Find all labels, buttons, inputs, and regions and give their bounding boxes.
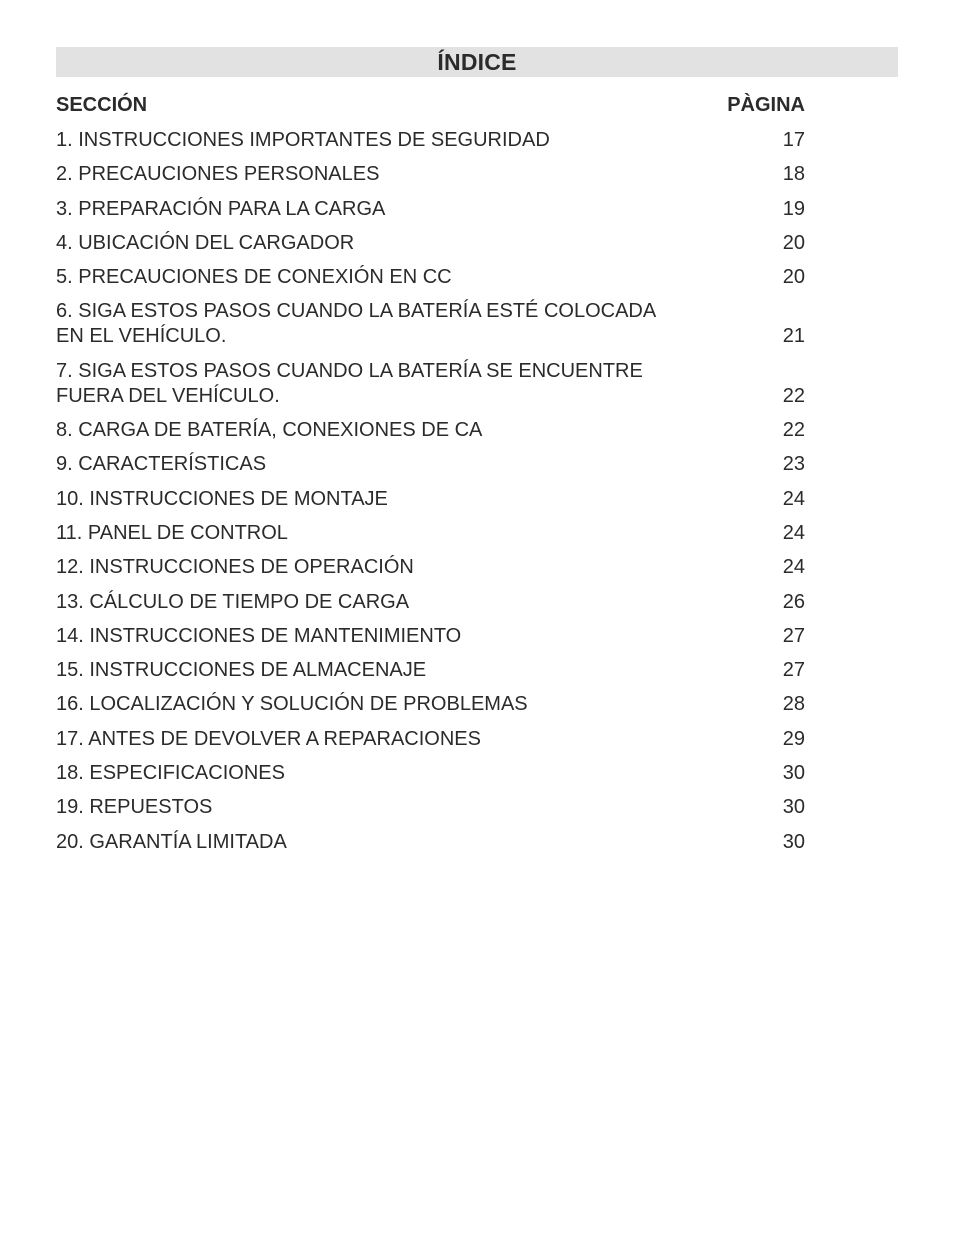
- toc-entry: [56, 359, 805, 409]
- toc-entry-label: 14. INSTRUCCIONES DE MANTENIMIENTO: [56, 624, 462, 647]
- toc-entry-label: 1. INSTRUCCIONES IMPORTANTES DE SEGURIDAD: [56, 129, 550, 151]
- toc-entry-label: 5. PRECAUCIONES DE CONEXIÓN EN CC: [56, 266, 452, 289]
- toc-entry: [56, 692, 805, 717]
- toc-entry-page-number: 27: [782, 624, 805, 647]
- toc-entry-label: 9. CARACTERÍSTICAS: [56, 453, 267, 476]
- toc-entry-label: 20. GARANTÍA LIMITADA: [56, 830, 287, 853]
- table-of-contents: [56, 128, 805, 864]
- toc-entry-label: 6. SIGA ESTOS PASOS CUANDO LA BATERÍA ESTÉ COLOCADA EN EL VEHÍCULO.: [56, 300, 657, 348]
- toc-entry-page-number: 30: [782, 830, 805, 853]
- toc-entry-label: 7. SIGA ESTOS PASOS CUANDO LA BATERÍA SE ENCUENTRE FUERA DEL VEHÍCULO.: [56, 359, 643, 407]
- toc-entry: [56, 162, 805, 187]
- toc-entry-page-number: 20: [782, 266, 805, 289]
- page-column-header: PÀGINA: [727, 94, 805, 116]
- toc-entry-label: 17. ANTES DE DEVOLVER A REPARACIONES: [56, 727, 481, 750]
- toc-entry-label: 11. PANEL DE CONTROL: [56, 521, 288, 544]
- toc-entry: [56, 487, 805, 512]
- toc-entry-page-number: 24: [782, 556, 805, 579]
- toc-entry: [56, 128, 805, 153]
- toc-entry-page-number: 30: [782, 762, 805, 785]
- column-header-row: [56, 94, 805, 120]
- page-title: ÍNDICE: [437, 48, 517, 75]
- toc-entry-page-number: 22: [782, 419, 805, 442]
- toc-entry-label: 4. UBICACIÓN DEL CARGADOR: [56, 231, 355, 254]
- toc-entry-page-number: 24: [782, 521, 805, 544]
- toc-entry-page-number: 21: [782, 325, 805, 348]
- toc-entry-page-number: 27: [782, 659, 805, 682]
- toc-entry-page-number: 29: [782, 727, 805, 750]
- toc-entry-page-number: 30: [782, 796, 805, 819]
- toc-entry: [56, 418, 805, 443]
- toc-entry-page-number: 24: [782, 487, 805, 510]
- toc-entry: [56, 590, 805, 615]
- toc-entry-page-number: 20: [782, 231, 805, 254]
- toc-entry-label: 13. CÁLCULO DE TIEMPO DE CARGA: [56, 590, 410, 613]
- toc-entry-label: 2. PRECAUCIONES PERSONALES: [56, 163, 380, 186]
- toc-entry: [56, 299, 805, 349]
- title-bar: [56, 47, 898, 77]
- toc-entry-label: 16. LOCALIZACIÓN Y SOLUCIÓN DE PROBLEMAS: [56, 693, 528, 716]
- toc-entry-label: 19. REPUESTOS: [56, 796, 213, 819]
- toc-entry-label: 18. ESPECIFICACIONES: [56, 762, 285, 785]
- toc-entry-page-number: 28: [782, 693, 805, 716]
- toc-entry: [56, 761, 805, 786]
- toc-entry: [56, 830, 805, 855]
- toc-entry: [56, 555, 805, 580]
- toc-entry: [56, 231, 805, 256]
- toc-entry: [56, 795, 805, 820]
- toc-entry: [56, 727, 805, 752]
- toc-entry-label: 3. PREPARACIÓN PARA LA CARGA: [56, 197, 386, 220]
- toc-entry: [56, 658, 805, 683]
- section-column-header: SECCIÓN: [56, 94, 148, 116]
- toc-entry-label: 10. INSTRUCCIONES DE MONTAJE: [56, 487, 388, 510]
- toc-entry-label: 12. INSTRUCCIONES DE OPERACIÓN: [56, 556, 414, 579]
- toc-entry-page-number: 26: [782, 590, 805, 613]
- toc-entry: [56, 197, 805, 222]
- toc-entry-label: 8. CARGA DE BATERÍA, CONEXIONES DE CA: [56, 419, 483, 442]
- toc-entry: [56, 452, 805, 477]
- toc-entry: [56, 624, 805, 649]
- toc-entry-label: 15. INSTRUCCIONES DE ALMACENAJE: [56, 659, 427, 682]
- toc-entry-page-number: 22: [782, 384, 805, 407]
- toc-entry-page-number: 17: [782, 129, 805, 151]
- toc-entry: [56, 265, 805, 290]
- toc-entry-page-number: 19: [782, 197, 805, 220]
- toc-entry-page-number: 18: [782, 163, 805, 186]
- toc-entry: [56, 521, 805, 546]
- toc-entry-page-number: 23: [782, 453, 805, 476]
